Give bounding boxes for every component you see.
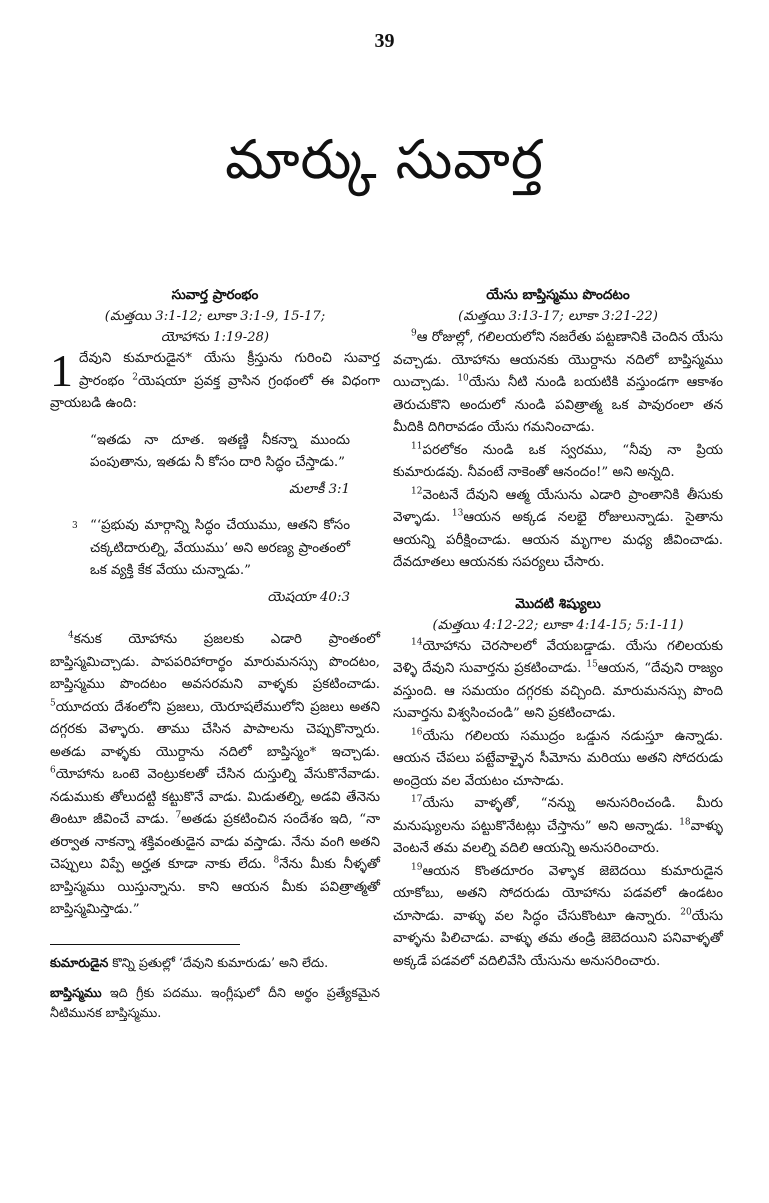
verse-text: యెషయా ప్రవక్త వ్రాసిన గ్రంథంలో ఈ విధంగా వ్రాయబడి ఉంది: [50, 373, 380, 411]
verse-number: 5 [50, 698, 56, 709]
page-number: 39 [374, 30, 395, 52]
verse-text: యేసు వాళ్ళతో, “నన్ను అనుసరించండి. మీరు మనుష్యులను పట్టుకొనేటట్లు చేస్తాను” అని అన్నాడు. [393, 796, 723, 834]
verse-number: 13 [451, 508, 464, 519]
verse-number: 4 [68, 630, 74, 641]
footnote [50, 953, 380, 973]
verse-number: 2 [132, 372, 138, 383]
verse-text: నేను మీకు నీళ్ళతో బాప్తిస్మము యిస్తున్నాను. కాని ఆయన మీకు పవిత్రాత్మతో బాప్తిస్మమిస్తాడు.” [50, 857, 380, 917]
verse-paragraph [50, 629, 380, 922]
verse-number: 18 [679, 817, 691, 828]
verse-number: 16 [411, 727, 423, 738]
verse-paragraph [50, 345, 380, 416]
verse-text: ఆయన కొంతదూరం వెళ్ళాక జెబెదయి కుమారుడైన యాకోబు, అతని సోదరుడు యోహాను పడవలో ఉండటం చూసాడు. వాళ్ళు వల సిద్ధం చేసుకొంటూ ఉన్నారు. [393, 863, 723, 924]
section-heading-gospel-beginning: సువార్త ప్రారంభం [171, 287, 259, 303]
quotation-reference: యెషయా 40:3 [267, 589, 350, 605]
verse-number: 7 [175, 810, 182, 821]
verse-number: 19 [411, 862, 423, 873]
verse-text: యేసు వాళ్ళను పిలిచాడు. వాళ్ళు తమ తండ్రి జెబెదయిని పనివాళ్ళతో అక్కడే పడవలో వదిలివేసి యేసును అనుసరించారు. [393, 908, 723, 969]
verse-paragraph [393, 440, 723, 485]
footnote-term: కుమారుడైన [50, 954, 109, 970]
verse-text: యేసు నీటి నుండి బయటికి వస్తుండగా ఆకాశం తెరుచుకొని అందులో నుండి పవిత్రాత్మ ఒక పావురంలా తన మీదికి దిగిరావడం యేసు గమనించాడు. [393, 375, 723, 435]
verse-text: దేవుని కుమారుడైన* యేసు క్రీస్తును గురించి సువార్త ప్రారంభం [79, 351, 380, 389]
verse-number: 11 [411, 441, 423, 452]
verse-number: 14 [411, 637, 423, 648]
chapter-number: 1 [50, 345, 73, 396]
quotation: “ఇతడు నా దూత. ఇతణ్ణి నీకన్నా ముందు పంపుతాను, ఇతడు నీ కోసం దారి సిద్ధం చేస్తాడు.” [90, 432, 350, 470]
verse-text: అతడు ప్రకటించిన సందేశం ఇది, “నా తర్వాత నాకన్నా శక్తివంతుడైన వాడు వస్తాడు. నేను వంగి అతని చెప్పులు విప్పే అర్హత కూడా నాకు లేదు. [50, 812, 380, 872]
verse-text: వెంటనే దేవుని ఆత్మ యేసును ఎడారి ప్రాంతానికి తీసుకు వెళ్ళాడు. [393, 487, 723, 525]
section-heading-baptism: యేసు బాప్తిస్మము పొందటం [486, 287, 630, 303]
footnote-divider [50, 944, 240, 945]
verse-text: యోహాను చెరసాలలో వేయబడ్డాడు. యేసు గలిలయకు వెళ్ళి దేవుని సువార్తను ప్రకటించాడు. [393, 638, 723, 676]
verse-number: 6 [50, 765, 56, 776]
verse-number: 10 [457, 373, 469, 384]
footnote-text: కొన్ని ప్రతుల్లో ‘దేవుని కుమారుడు’ అని లేదు. [108, 954, 329, 970]
verse-paragraph [393, 726, 723, 794]
right-column [393, 284, 723, 973]
cross-reference: యోహాను 1:19-28) [160, 330, 270, 345]
verse-paragraph [393, 636, 723, 726]
verse-text: ఆయన అక్కడ నలభై రోజులున్నాడు. సైతాను ఆయన్ని పరీక్షించాడు. ఆయన మృగాల మధ్య జీవించాడు. దేవదూతలు ఆయనకు సపర్యలు చేసారు. [393, 510, 723, 570]
quotation [72, 515, 350, 583]
section-heading-first-disciples: మొదటి శిష్యులు [515, 595, 601, 612]
cross-reference: (మత్తయి 3:13-17; లూకా 3:21-22) [458, 309, 658, 324]
verse-text: యేసు గలిలయ సముద్రం ఒడ్డున నడుస్తూ ఉన్నాడు. ఆయన చేపలు పట్టేవాళ్ళైన సీమోను మరియు అతని సోదరుడు అంద్రెయ వల వేయటం చూసాడు. [393, 728, 723, 789]
verse-number: 8 [273, 855, 280, 866]
verse-text: వాళ్ళు వెంటనే తమ వలల్ని వదిలి ఆయన్ని అనుసరించారు. [393, 818, 723, 856]
verse-number: 20 [680, 907, 692, 918]
verse-number: 3 [72, 521, 78, 531]
quotation-reference: మలాకీ 3:1 [288, 481, 350, 497]
verse-text: పరలోకం నుండి ఒక స్వరము, “నీవు నా ప్రియ కుమారుడవు. నీవంటే నాకెంతో ఆనందం!” అని అన్నది. [393, 442, 723, 480]
verse-paragraph [393, 861, 723, 974]
verse-number: 9 [411, 328, 417, 339]
verse-paragraph [393, 793, 723, 861]
cross-reference: (మత్తయి 3:1-12; లూకా 3:1-9, 15-17; [104, 309, 326, 324]
verse-text: ఆయన, “దేవుని రాజ్యం వస్తుంది. ఆ సమయం దగ్గరకు వచ్చింది. మారుమనస్సు పొంది సువార్తను విశ్వసించండి” అని ప్రకటించాడు. [393, 661, 723, 721]
verse-text: యోహాను ఒంటె వెంట్రుకలతో చేసిన దుస్తుల్ని వేసుకొనేవాడు. నడుముకు తోలుదట్టి కట్టుకొనే వాడు. మిడుతల్ని, అడవి తేనెను తింటూ జీవించే వాడు. [50, 767, 380, 827]
verse-number: 15 [586, 659, 598, 670]
verse-text: యూదయ దేశంలోని ప్రజలు, యెరూషలేములోని ప్రజలు అతని దగ్గరకు వెళ్ళారు. తాము చేసిన పాపాలను చెప్పుకొన్నారు. అతడు వాళ్ళకు యొర్దాను నదిలో బాప్తిస్మం* ఇచ్చాడు. [50, 699, 380, 760]
verse-number: 17 [411, 794, 423, 805]
verse-text: ఆ రోజుల్లో, గలిలయలోని నజరేతు పట్టణానికి చెందిన యేసు వచ్చాడు. యోహాను ఆయనకు యొర్దాను నదిలో బాప్తిస్మము యిచ్చాడు. [393, 330, 723, 390]
verse-number: 12 [411, 486, 423, 497]
footnote-text: ఇది గ్రీకు పదము. ఇంగ్లీషులో దీని అర్థం ప్రత్యేకమైన నీటిమునక బాప్తిస్మము. [50, 984, 380, 1020]
footnote-term: బాప్తిస్మము [50, 984, 102, 1000]
verse-text: కనుక యోహాను ప్రజలకు ఎడారి ప్రాంతంలో బాప్తిస్మమిచ్చాడు. పాపపరిహారార్థం మారుమనస్సు పొందటం, బాప్తిస్మము పొందటం అవసరమని వాళ్ళకు ప్రకటించాడు. [50, 632, 380, 692]
footnote [50, 983, 380, 1023]
left-column [50, 284, 380, 1033]
book-title: మార్కు సువార్త [225, 128, 544, 191]
verse-paragraph [393, 485, 723, 575]
verse-paragraph [393, 327, 723, 440]
quotation-text: “‘ప్రభువు మార్గాన్ని సిద్ధం చేయుము, ఆతని కోసం చక్కటిదారుల్ని, వేయుము’ అని అరణ్య ప్రాంతంలో ఒక వ్యక్తి కేక వేయు చున్నాడు.” [90, 518, 350, 578]
cross-reference: (మత్తయి 4:12-22; లూకా 4:14-15; 5:1-11) [432, 617, 684, 633]
